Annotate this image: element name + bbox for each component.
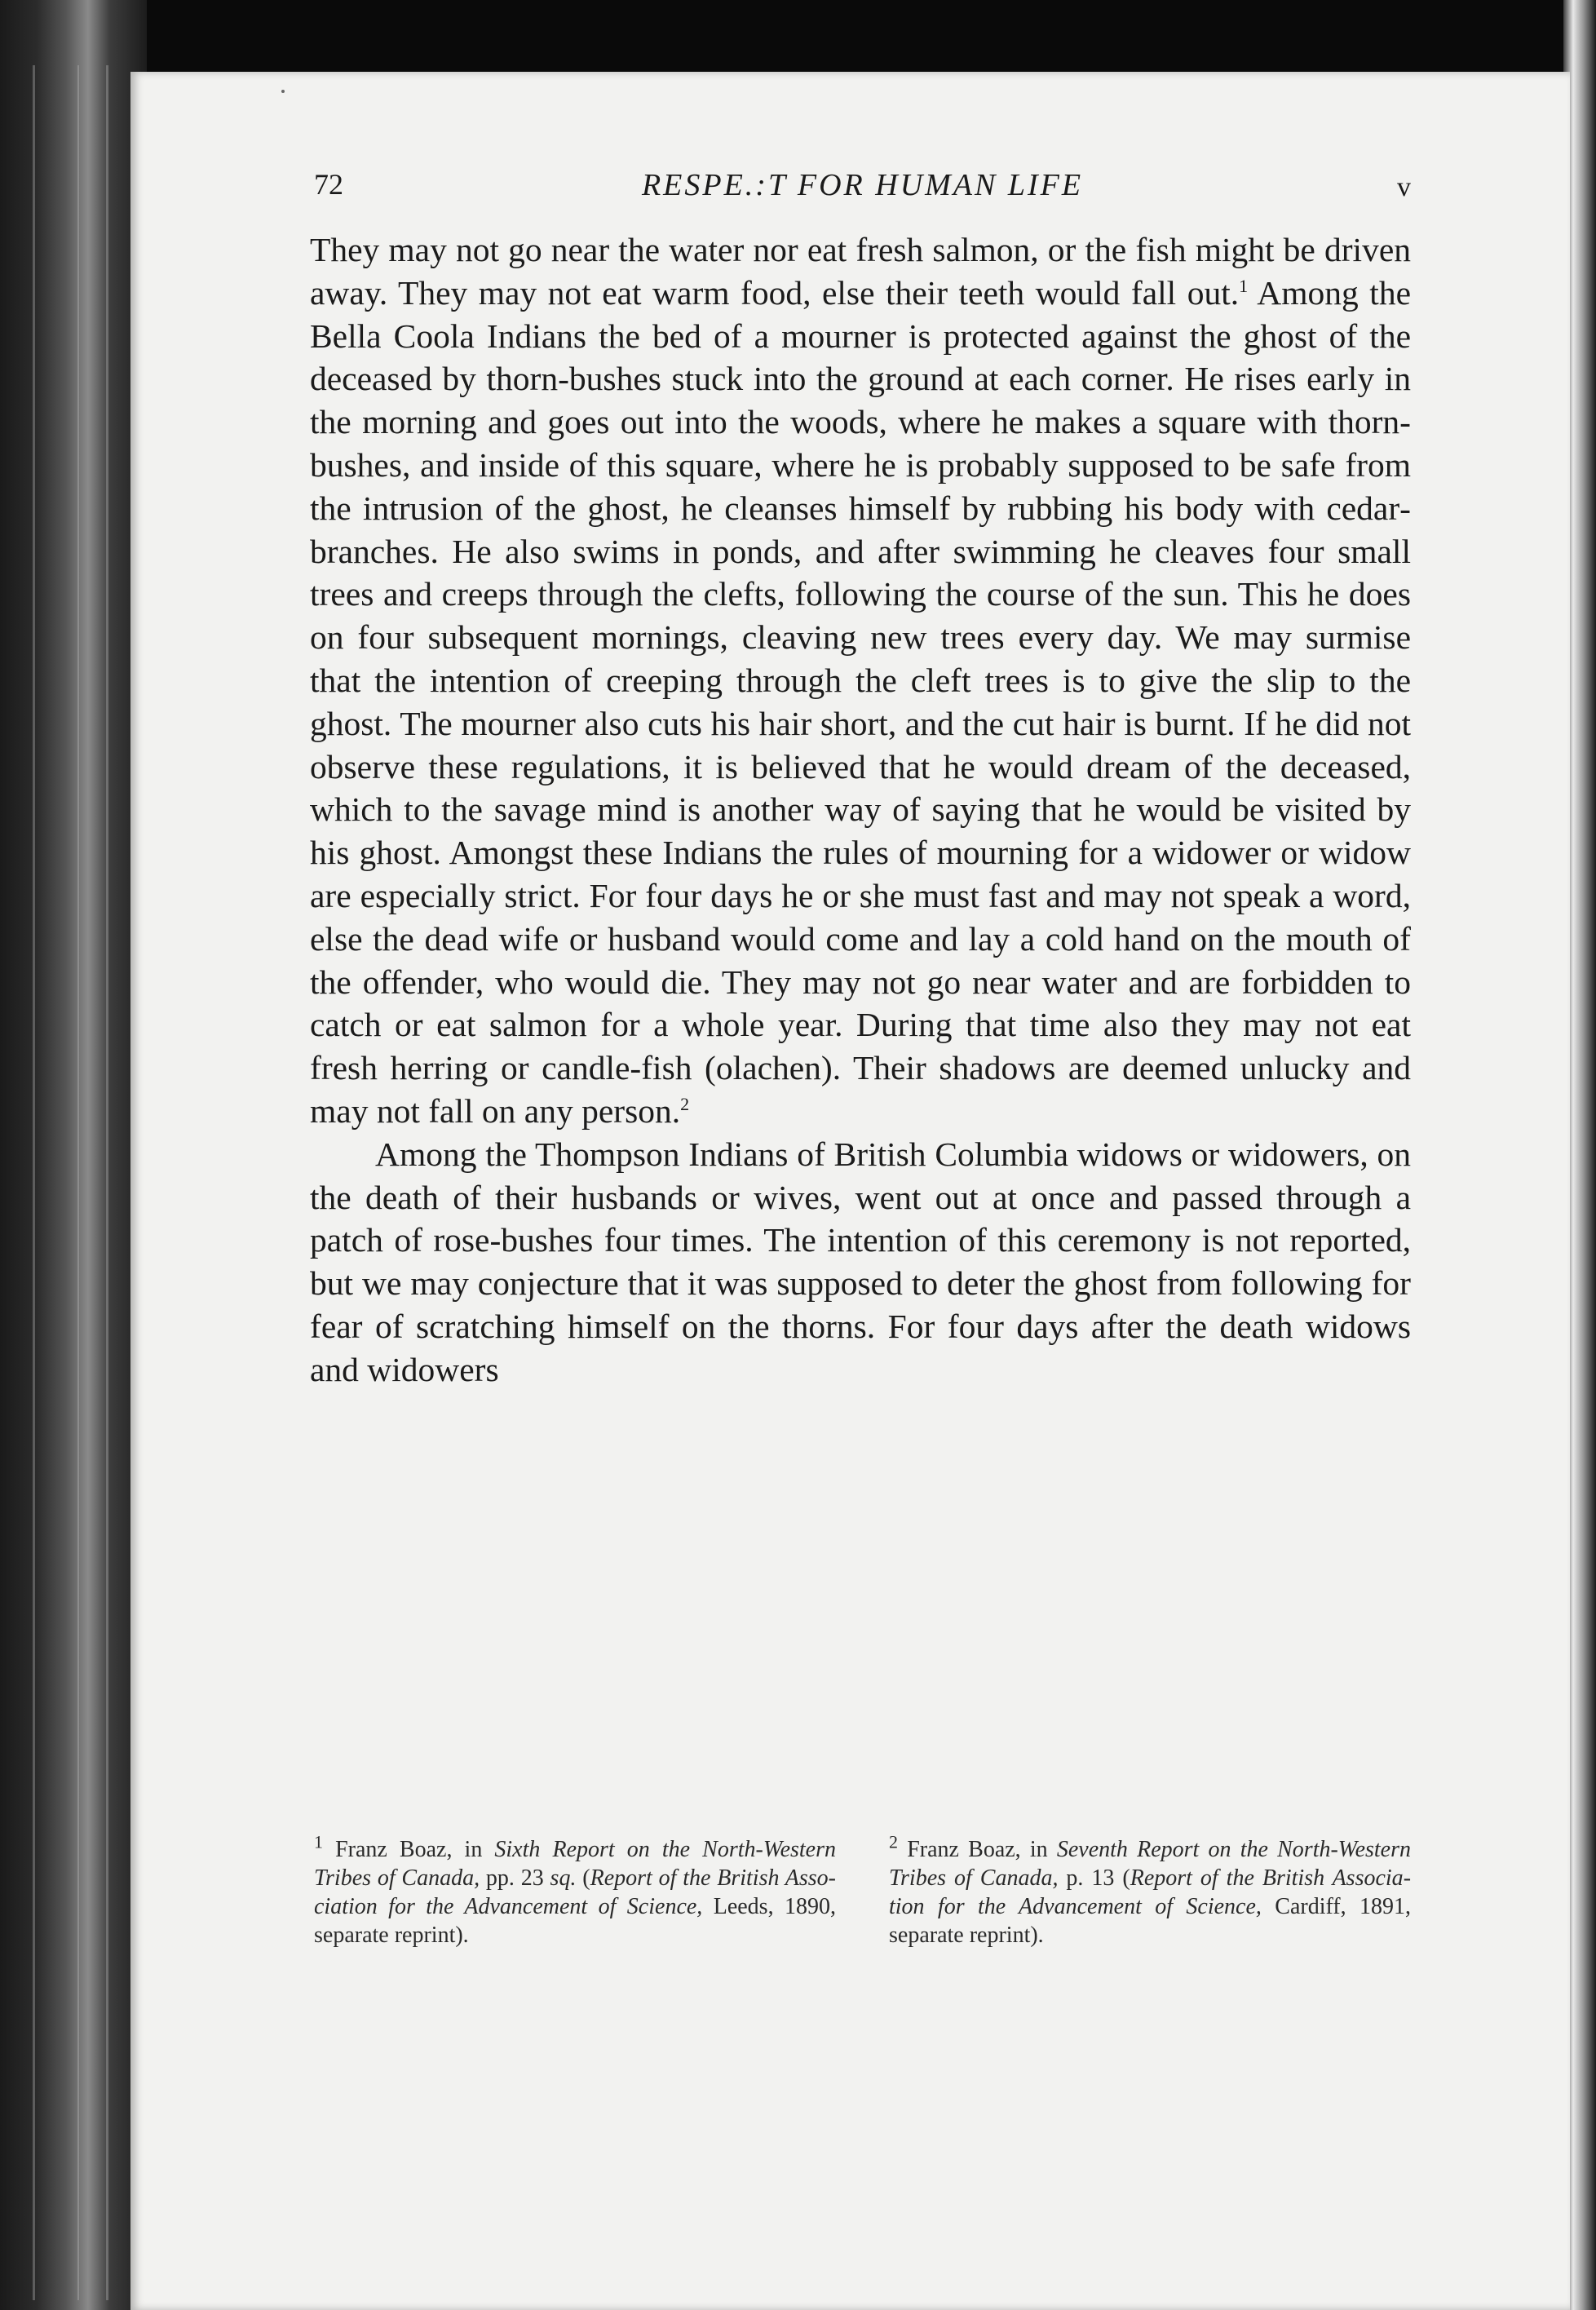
footnote-title: Sixth Report on the North-Western Tribes of Canada, [314,1837,836,1891]
paragraph [310,1133,1411,1392]
book-spine-shadow [0,0,147,2310]
footnote-author: Franz Boaz, in [323,1837,495,1862]
footnote-series: Report of the British Association for the Advancement of Science, [889,1865,1412,1919]
spine-edge-line [106,65,108,2300]
spine-edge-line [77,65,79,2300]
footnote-pages: p. 13 ( [1058,1865,1130,1891]
scan-top-border [0,0,1596,73]
footnote-title: Seventh Report on the North-Western Tribes of Canada, [889,1837,1411,1891]
footnote-end: Cardiff, 1891, separate reprint). [889,1894,1411,1948]
page-number: 72 [314,168,343,201]
running-title: RESPE.:T FOR HUMAN LIFE [641,168,1084,202]
footnote-marker: 2 [889,1831,898,1852]
footnote-2 [889,1831,1412,1949]
footnote-author: Franz Boaz, in [898,1837,1057,1862]
footnote-sq: sq. [550,1865,577,1891]
footnote-marker: 1 [314,1831,323,1852]
paragraph-text: Among the Bella Coola Indians the bed of a mourner is protected against the ghost of the deceased by thorn-bushes stuck into the ground at each corner. He rises early in the morning and goes out into the woods, where he makes a square with thorn-bushes, and inside of this square, where he is probably supposed to be safe from the intrusion of the ghost, he cleanses himself by rubbing his body with cedarbranches. He also swims in ponds, and after swimming he cleaves four small trees and creeps through the clefts, following the course of the sun. This he does on four subsequent mornings, cleaving new trees every day. We may surmise that the intention of creeping through the cleft trees is to give the slip to the ghost. The mourner also cuts his hair short, and the cut hair is burnt. If he did not observe these regulations, it is believed that he would dream of the deceased, which to the savage mind is another way of saying that he would be visited by his ghost. Amongst these Indians the rules of mourning for a widower or widow are especially strict. For four days he or she must fast and may not speak a word, else the dead wife or husband would come and lay a cold hand on the mouth of the offender, who would die. They may not go near water and are forbidden to catch or eat salmon for a whole year. During that time also they may not eat fresh herring or candle-fish (olachen). Their shadows are deemed unlucky and may not fall on any person. [310,273,1411,1130]
footnote-series: Report of the British Association for the Advancement of Science, [314,1865,836,1919]
scan-dust-speck [281,90,285,93]
main-text [310,228,1411,1392]
footnotes [314,1831,1412,1998]
footnote-paren: ( [576,1865,590,1891]
footnote-ref: 2 [680,1094,690,1115]
page-header [314,167,1411,216]
footnote-pages: pp. 23 [480,1865,550,1891]
signature-mark: v [1397,172,1411,202]
paragraph [310,228,1411,1133]
footnote-end: Leeds, 1890, separate reprint). [314,1894,836,1948]
paragraph-text: Among the Thompson Indians of British Columbia widows or widowers, on the death of their husbands or wives, went out at once and passed through a patch of rose-bushes four times. The intention of this ceremony is not reported, but we may conjecture that it was supposed to deter the ghost from following for fear of scratching himself on the thorns. For four days after the death widows and widowers [310,1135,1411,1388]
footnote-ref: 1 [1239,275,1249,296]
footnote-1 [314,1831,836,1949]
spine-edge-line [33,65,35,2300]
paragraph-text: They may not go near the water nor eat fresh salmon, or the fish might be driven away. They may not eat warm food, else their teeth would fall out. [310,231,1411,312]
